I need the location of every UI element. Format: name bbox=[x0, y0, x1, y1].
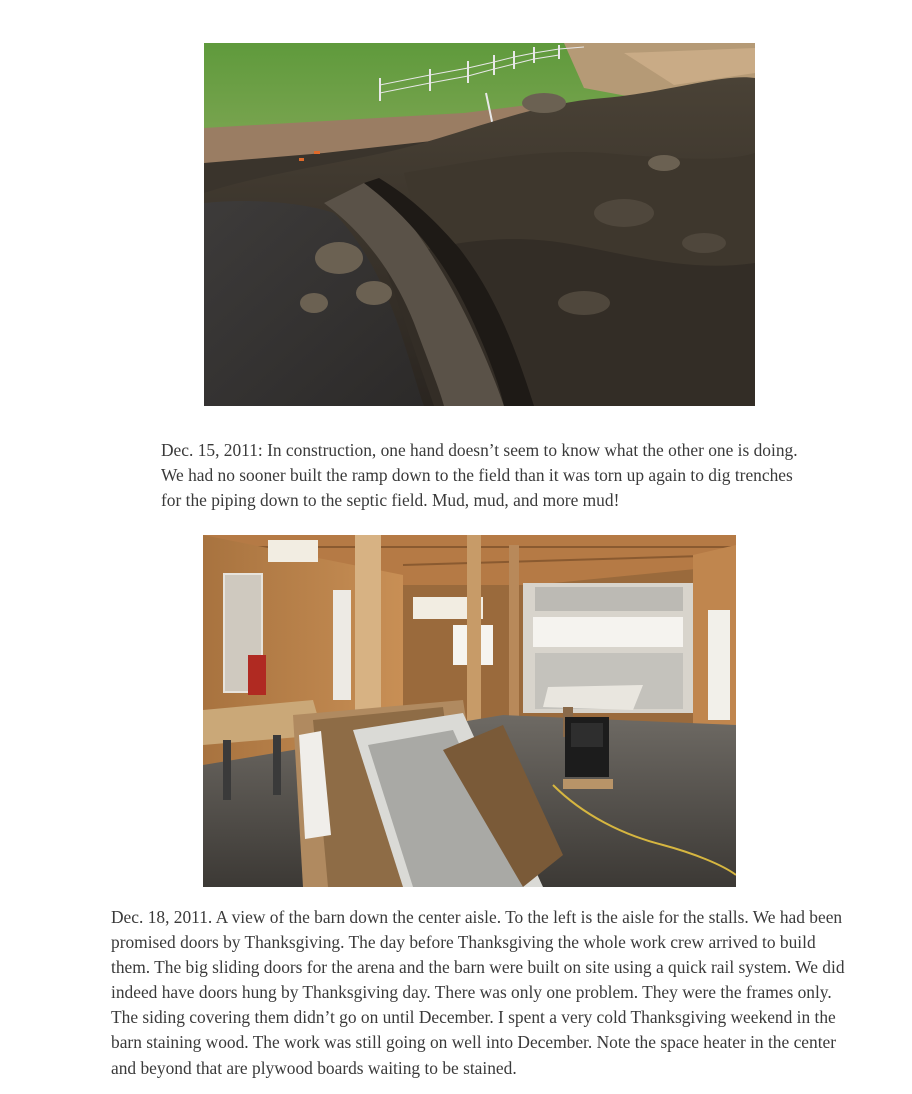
caption-dec-15: Dec. 15, 2011: In construction, one hand doesn’t seem to know what the other one is doing. We had no sooner built the ramp down to the field than it was torn up again to dig trenches for the piping down to the septic field. Mud, mud, and more mud! bbox=[161, 440, 798, 511]
trench-photo bbox=[204, 43, 755, 406]
trench-photo-graphic bbox=[204, 43, 755, 406]
barn-aisle-photo-graphic bbox=[203, 535, 736, 887]
caption-dec-18: Dec. 18, 2011. A view of the barn down the center aisle. To the left is the aisle for the stalls. We had been promised doors by Thanksgiving. The day before Thanksgiving the whole work crew arrived to build them. The big sliding doors for the arena and the barn were built on site using a quick rail system. We did indeed have doors hung by Thanksgiving day. There was only one problem. They were the frames only. The siding covering them didn’t go on until December. I spent a very cold Thanksgiving weekend in the barn staining wood. The work was still going on well into December. Note the space heater in the center and beyond that are plywood boards waiting to be stained. bbox=[111, 907, 845, 1078]
barn-aisle-photo bbox=[203, 535, 736, 887]
